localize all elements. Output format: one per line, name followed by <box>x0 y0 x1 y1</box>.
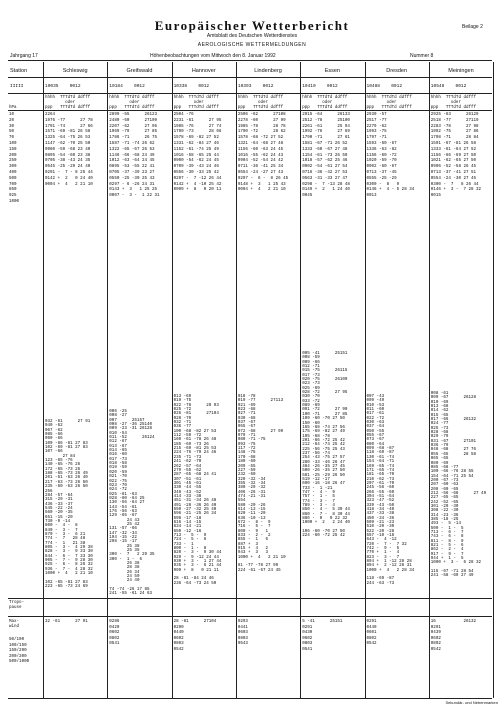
observation-date: Höhenbeobachtungen vom Mittwoch den 8. Januar 1992 <box>150 53 276 59</box>
significant-levels-data: 032 -61 27 91 040 -62 067 -62 085 -66 090 -66 100 -66 -81 27 83 102 -69 -81 27 83 107 -66 27 84 123 -65 -76 140 -65 -76 26 172 -65 -73 26 188 -65 -73 26 49 201 -61 -63 26 40 217 -63 -73 26 50 235 -60 -63 26 50 256 284 -57 -64 315 -29 -31 436 -33 -37 545 -22 -24 560 -20 -35 651 -15 -20 730 -9 -14 800 - 4 - 8 840 - 3 - 7 870 - 3 - 6 21 774 - 7 28 48 774 - 1 21 38 805 - 3 - 4 29 38 828 - 3 - 9 33 30 844 - 6 - 7 33 30 905 - 7 - 9 28 30 925 - 6 - 8 26 32 936 - 7 - 4 28 32 1000 + 4 2 21 10 102 -65 -81 27 83 223 -65 -73 24 69 <box>45 420 93 590</box>
station-name: Greifswald <box>126 68 153 74</box>
standard-levels-data: 2506 -62 27108 2278 -60 27 99 1985 -78 28 78 1790 -72 28 62 1578 -68 -72 27 52 1321 -64 -68 27 48 1156 -60 -63 24 45 1016 -55 -62 24 43 0904 -52 -54 24 42 0711 -36 -41 25 34 0554 -24 -27 27 43 0297 - 6 - 8 26 45 0148 + 3 1 25 43 0004 + 4 2 21 10 <box>237 113 289 193</box>
station-label: Station <box>10 68 28 74</box>
significant-levels-data: 007 -43 009 -49 010 -53 011 -60 017 -61 022 -72 030 -63 037 -64 050 -55 055 -67 073 -67 080 -64 099 -68 -87 118 -69 -87 130 -61 -74 154 -64 -71 169 -65 -74 171 -65 -74 181 -65 -70 210 -62 -73 207 -61 -70 245 -56 -60 266 -55 -60 304 -51 -54 323 -47 -52 339 -43 -50 418 -34 -40 437 -33 -38 450 -34 -36 509 -21 -23 510 -20 -30 522 -20 -28 557 -10 -18 643 - 4 -12 720 - 7 - 7 32 742 - 9 - 5 770 + 1 - 4 823 - 3 - 7 894 + 1 -12 28 28 894 + 2 -12 28 31 1000 + 4 2 28 34 118 -69 -87 244 -63 -73 <box>366 395 415 586</box>
station-time: 0012 <box>391 84 403 89</box>
significant-levels-data: 005 -41 25151 008 -59 009 -66 012 -71 015 -75 26115 017 -73 020 -75 26100 023 -73 025 -69 028 -72 27 95 030 -70 033 -72 089 -69 091 -72 27 90 100 -71 27 85 109 -60 -70 27 50 150 -60 165 -68 -74 27 56 175 -69 -82 27 49 195 -68 -78 201 -66 -72 25 42 212 -64 -74 25 42 225 -56 -75 25 43 237 -56 -74 254 -43 -75 27 57 280 -33 -46 26 47 484 -26 -35 27 45 500 -26 -35 27 50 581 -25 -29 26 50 619 -12 -17 690 -16 -18 26 47 733 - 1 -21 747 - 4 - 9 757 - 1 - 5 774 - 3 - 7 789 - 3 - 4 850 - 4 - 5 30 44 860 - 7 - 8 30 44 886 - 0 0 22 32 1000 + 2 2 24 40 106 -60 -70 27 50 224 -60 -72 25 42 <box>302 352 350 539</box>
column-header: hhhh TTTdTd ddfff oder ppp TTTdTd ddfff <box>45 96 91 110</box>
page-title: Europäischer Wetterbericht <box>154 18 350 33</box>
column-divider <box>493 62 494 698</box>
station-id: 10035 <box>45 84 59 89</box>
significant-levels-data: 006 -25 008 -27 007 25157 008 -27 -36 25140 009 -23 -31 26128 010 -54 011 -52 26124 012 -67 013 -67 014 -65 016 -60 017 -73 018 -58 019 -59 020 -59 021 -70 022 -75 023 -70 024 -72 025 -61 -63 028 -60 -64 25 130 -56 -64 27 143 -54 -61 176 -56 -63 129 -65 -67 24 43 25 42 131 -57 -66 147 -32 -34 194 -15 -22 298 -15 -17 25 38 25 35 300 - 7 2 29 35 300 - 1 - 6 26 38 28 38 26 34 24 50 24 40 74 -74 -26 17 85 241 -55 -61 24 63 <box>109 410 155 597</box>
column-divider <box>365 62 366 698</box>
standard-levels-data: 2899 -55 26123 2480 -60 27109 2207 -62 27 96 1969 -79 27 85 1786 -71 26 75 1587 -71 -74 26 62 1322 -65 -67 26 53 1146 -66 -68 24 49 1012 -63 -64 24 45 0895 -53 -55 22 41 0705 -37 -39 23 27 0550 -25 -30 25 43 0297 - 6 -26 24 31 0143 + 3 1 25 25 0007 - 3 - 1 22 31 <box>109 113 160 199</box>
station-id: 10488 <box>366 84 381 89</box>
station-name: Hannover <box>191 68 216 74</box>
station-rule <box>8 77 492 78</box>
station-name: Dresden <box>386 68 408 74</box>
column-divider <box>236 62 237 698</box>
significant-levels-data: 018 -78 019 -77 27113 021 -69 023 -68 027 -71 030 -68 037 -67 055 -67 072 -68 27 99 079 -71 080 -71 -75 093 -75 117 -72 148 -75 170 -68 180 -60 209 -55 227 -59 232 -60 320 -32 -34 355 -32 -34 380 -29 -32 406 -26 -31 474 -21 -31 554 580 -20 -26 614 -13 -15 620 -11 -20 636 -10 -13 672 - 8 - 9 716 - 5 - 7 800 - 9 1 833 - 2 - 2 855 - 1 6 887 + 3 915 + 4 2 943 + 3 3 1000 + 4 2 21 10 81 -77 -78 27 99 224 -61 -67 24 45 <box>237 395 286 573</box>
station-name: Schleswig <box>62 68 88 74</box>
station-id: 10184 <box>109 84 123 89</box>
hpa-label: hPa <box>9 106 17 110</box>
jahrgang: Jahrgang 17 <box>10 53 38 59</box>
standard-levels-data: 2504 -76 2231 -61 27 95 1985 -76 27 74 1790 -73 28 66 1578 -69 -82 27 52 1331 -62 -84 27 46 1152 -61 -74 25 49 1016 -58 -65 25 44 0900 -54 -62 24 45 0709 -39 -43 24 46 0556 -30 -33 25 42 0297 - 7 -12 26 44 0142 + 4 -10 25 42 0099 + 8 0 20 11 <box>173 113 222 193</box>
station-id: 10393 <box>237 84 252 89</box>
pressure-levels: 10 20 30 50 70 100 150 200 250 300 400 500 700 850 925 1000 <box>9 113 20 204</box>
maxwind-data: 16 26132 0291 0439 0602 0802 0542 <box>430 620 477 652</box>
column-header: hhhh TTTdTd ddfff oder ppp TTTdTd ddfff <box>173 96 219 110</box>
standard-levels-data: 2915 -64 26133 2512 -78 25100 2261 -61 25 94 1992 -76 27 69 1790 -71 27 61 1581 -67 -71 26 52 1333 -60 -67 27 48 1154 -61 -73 26 50 1018 -57 -62 25 46 0902 -54 -61 27 54 0716 -36 -42 27 53 0563 -31 -33 27 47 0298 - 7 -13 28 48 0149 + 2 1 24 40 0045 <box>302 113 350 199</box>
maxwind-data: 0293 0441 0603 0803 0543 <box>237 620 248 647</box>
issue-number: Nummer 8 <box>410 53 434 59</box>
station-time: 0012 <box>455 84 467 89</box>
header-rule <box>8 93 492 94</box>
significant-levels-data: 008 -61 009 -67 26128 010 -69 013 -68 014 -62 015 -65 017 -66 26132 024 -77 025 -73 028 -68 029 -79 031 -67 27101 036 -79 048 -68 27 76 055 -65 28 58 065 -65 080 -69 085 -68 -77 100 -66 -76 28 55 154 -64 -71 25 54 200 -67 -73 207 -60 -63 208 -60 -65 212 -56 -68 27 49 227 -65 -65 242 -52 -65 301 -20 -30 308 -22 -30 314 -23 -36 385 -18 -25 493 - 5 -14 500 - 1 - 5 713 - 6 - 7 743 - 6 - 8 811 - 8 - 9 821 - 5 - 6 862 - 2 - 4 917 - 9 - 7 944 + 1 - 5 1000 + 3 - 6 28 32 115 -67 -71 28 54 241 -58 -69 27 49 <box>430 392 487 579</box>
station-time: 0012 <box>326 84 338 89</box>
station-id: 10410 <box>302 84 316 89</box>
top-rule <box>8 60 492 61</box>
standard-levels-data: 2930 -57 2517 -77 2279 -62 1993 -75 1797 -71 1593 -60 -67 1336 -63 -82 1156 -60 -72 1020 -59 -70 0902 -60 -67 0713 -37 -45 0555 -25 -29 0300 - 8 9 0146 + 4 - 5 28 34 0013 <box>366 113 415 199</box>
station-name: Lindenberg <box>254 68 282 74</box>
maxwind-rule <box>8 616 492 617</box>
column-header: hhhh TTTdTd ddfff oder ppp TTTdTd ddfff <box>366 96 412 110</box>
column-divider <box>172 62 173 698</box>
maxwind-data: 5 -41 25151 0291 0430 0602 0803 0541 <box>302 620 343 652</box>
column-divider <box>107 62 108 698</box>
station-id: 10548 <box>430 84 445 89</box>
maxwind-data: 0291 0440 0601 0802 0542 <box>366 620 377 647</box>
station-time: 0012 <box>69 84 81 89</box>
standard-levels-data: 2925 -63 26129 2518 -77 27119 2283 -78 27 98 1992 -75 27 86 1798 -71 28 84 1591 -67 -81 26 58 1333 -61 -64 27 52 1156 -66 -69 27 50 1021 -62 -65 27 50 0906 -52 -58 26 45 0713 -37 -41 27 51 0554 -24 -30 27 45 0300 - 7 8 26 44 0146 + 3 - 7 28 32 0015 <box>430 113 482 199</box>
significant-levels-data: 013 -69 019 -75 022 -78 28 93 025 -72 026 -81 27104 028 -70 032 -71 036 -77 100 -68 -82 27 53 112 -59 -72 160 -61 -78 26 48 185 -69 -73 26 215 -69 -81 25 53 224 -76 -79 24 46 235 -71 -73 241 -62 -70 262 -57 -64 279 -55 -62 287 -65 -68 24 41 307 -51 -61 301 -45 -61 330 -44 -55 348 -43 -52 414 -33 -38 451 -31 -34 26 48 491 -28 -36 26 40 550 -27 -32 25 40 596 -21 -25 26 34 598 -17 -18 616 -14 -15 634 -14 -21 650 -12 -16 713 - 5 - 9 724 - 5 - 6 733 - 1 800 - 1 - 8 820 - 3 - 9 30 44 929 - 9 -12 24 44 930 + 3 - 1 27 44 935 + 3 - 6 21 44 999 + 8 0 21 11 28 -81 -84 24 46 236 -64 -73 24 50 <box>173 395 222 586</box>
maxwind-data: 32 -61 27 91 <box>45 620 88 624</box>
station-name: Meiningen <box>448 68 474 74</box>
section-title: AEROLOGISCHE WETTERMELDUNGEN <box>197 42 307 48</box>
iiiii-label: IIIII <box>10 84 24 89</box>
station-time: 0012 <box>198 84 210 89</box>
station-time: 0012 <box>134 84 145 89</box>
station-time: 0012 <box>262 84 274 89</box>
station-name: Essen <box>324 68 340 74</box>
column-header: hhhh TTTdTd ddfff oder ppp TTTdTd ddfff <box>302 96 348 110</box>
footnote: Sekundär- und Nebenmarken <box>445 700 498 705</box>
maxwind-data: 28 -81 27104 0290 0440 0602 0803 0542 <box>173 620 217 652</box>
station-id: 10338 <box>173 84 188 89</box>
standard-levels-data: 2264 1976 -77 27 78 1791 -74 27 66 1571 -69 -81 26 58 1325 -64 -75 26 53 1147 -62 -70 25 50 0960 -59 -68 23 40 0895 -54 -60 23 38 0705 -38 -43 24 35 0545 -25 -29 24 40 0291 - 7 - 8 25 44 0142 + 2 0 24 40 0004 + 4 2 21 10 <box>45 113 93 187</box>
column-divider <box>300 62 301 698</box>
column-header: hhhh TTTdTd ddfff oder ppp TTTdTd ddfff <box>430 96 477 110</box>
column-header: hhhh TTTdTd ddfff oder ppp TTTdTd ddfff <box>109 96 155 110</box>
column-divider <box>43 62 44 698</box>
tropopause-label: Tropo- pause <box>9 601 25 610</box>
maxwind-label: Max- wind <box>9 620 20 629</box>
tropo-rule <box>8 598 492 599</box>
column-header: hhhh TTTdTd ddfff oder ppp TTTdTd ddfff <box>237 96 284 110</box>
beilage-label: Beilage 2 <box>462 24 483 30</box>
column-divider <box>429 62 430 698</box>
maxwind-layers: 50/100 100/150 150/200 200/300 500/1000 <box>9 638 30 665</box>
bottom-rule <box>8 698 492 699</box>
maxwind-data: 0286 0420 0602 0802 0541 <box>109 620 120 647</box>
subtitle: Amtsblatt des Deutschen Wetterdienstes <box>206 33 298 39</box>
